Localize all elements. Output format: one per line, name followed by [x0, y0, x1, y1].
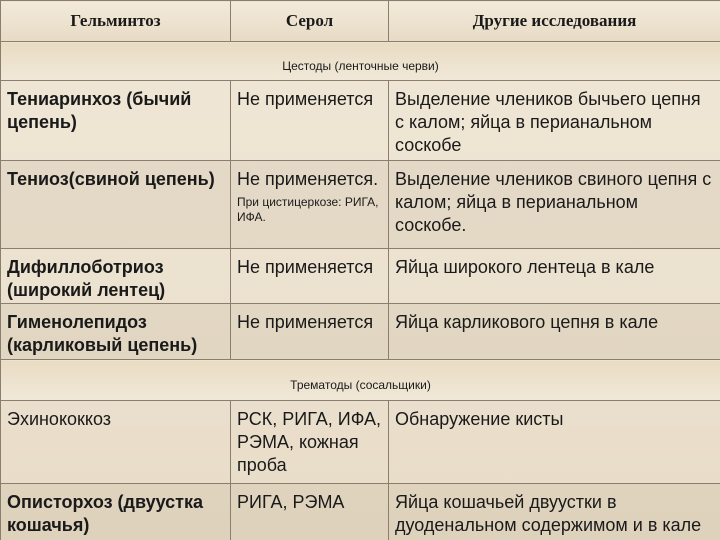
header-serology: Серол — [231, 1, 389, 42]
other-cell: Обнаружение кисты — [389, 401, 720, 484]
serol-cell — [231, 161, 389, 249]
section-row-cestodes — [1, 42, 720, 81]
disease-cell: Дифиллоботриоз (широкий лентец) — [1, 249, 231, 304]
table-row — [1, 81, 720, 161]
disease-cell: Тениоз(свиной цепень) — [1, 161, 231, 249]
table-row — [1, 161, 720, 249]
header-row — [1, 1, 720, 42]
serol-cell: Не применяется — [231, 81, 389, 161]
serol-cell: РСК, РИГА, ИФА, РЭМА, кожная проба — [231, 401, 389, 484]
serol-note: При цистицеркозе: РИГА, ИФА. — [237, 195, 379, 224]
serol-cell: Не применяется — [231, 249, 389, 304]
serol-cell: РИГА, РЭМА — [231, 484, 389, 540]
other-cell: Выделение члеников свиного цепня с калом; яйца в перианальном соскобе. — [389, 161, 720, 249]
header-other-tests: Другие исследования — [389, 1, 720, 42]
disease-cell: Тениаринхоз (бычий цепень) — [1, 81, 231, 161]
other-cell: Яйца кошачьей двуустки в дуоденальном содержимом и в кале — [389, 484, 720, 540]
header-helminthosis: Гельминтоз — [1, 1, 231, 42]
table-row — [1, 484, 720, 540]
other-cell: Выделение члеников бычьего цепня с калом; яйца в перианальном соскобе — [389, 81, 720, 161]
disease-cell: Эхинококкоз — [1, 401, 231, 484]
serol-cell: Не применяется — [231, 304, 389, 360]
disease-cell: Описторхоз (двуустка кошачья) — [1, 484, 231, 540]
table-row — [1, 401, 720, 484]
table-row — [1, 249, 720, 304]
section-row-trematodes — [1, 360, 720, 401]
table-row — [1, 304, 720, 360]
section-cestodes: Цестоды (ленточные черви) — [1, 42, 720, 81]
disease-cell: Гименолепидоз (карликовый цепень) — [1, 304, 231, 360]
serol-text: Не применяется. — [237, 169, 379, 189]
other-cell: Яйца широкого лентеца в кале — [389, 249, 720, 304]
other-cell: Яйца карликового цепня в кале — [389, 304, 720, 360]
section-trematodes: Трематоды (сосальщики) — [1, 360, 720, 401]
